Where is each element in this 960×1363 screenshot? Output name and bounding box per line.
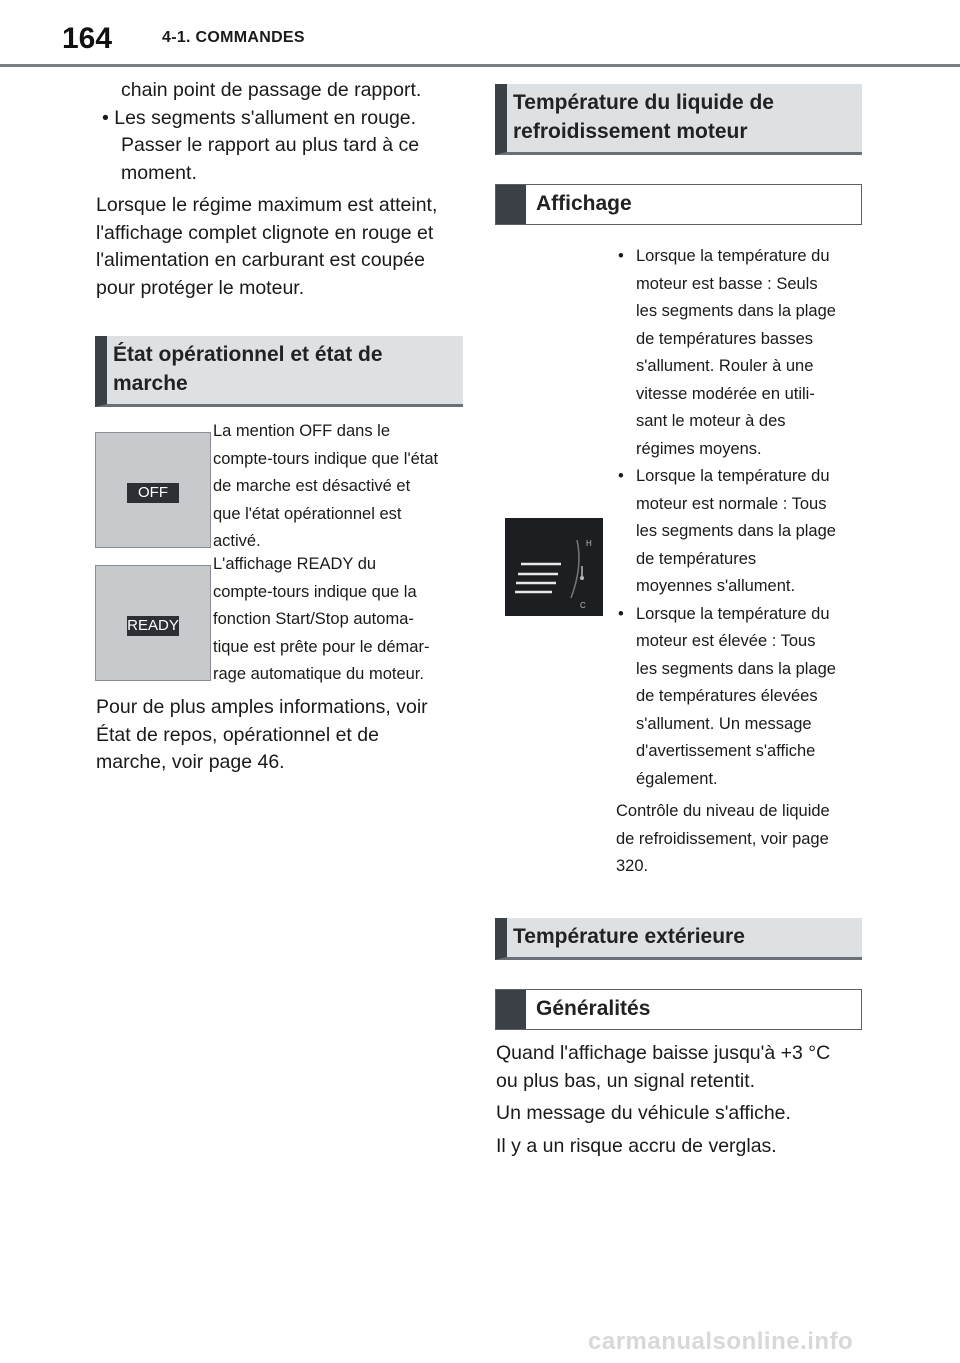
bullet-normal-temperature: • Lorsque la température du moteur est normale : Tous les segments dans la plage de températures moyennes s'allument. [616, 463, 866, 601]
subsection-title: Généralités [536, 997, 651, 1020]
intro-line: moment. [121, 161, 197, 184]
text-line: de marche est désactivé et [213, 477, 411, 495]
coolant-gauge-graphic [505, 518, 603, 616]
bullet-high-temperature: • Lorsque la température du moteur est élevée : Tous les segments dans la plage de températures élevées s'allument. Un message d'avertissement s'affiche également. [616, 601, 866, 794]
text-line: tique est prête pour le démar- [213, 637, 430, 656]
intro-line: chain point de passage de rapport. [121, 79, 422, 101]
bullet-low-temperature: • Lorsque la température du moteur est basse : Seuls les segments dans la plage de températures basses s'allument. Rouler à une vitesse modérée en utili- sant le moteur à des régimes moyens. [616, 243, 866, 463]
intro-text [96, 77, 466, 187]
ready-badge: READY [127, 617, 179, 634]
coolant-gauge-image [505, 518, 603, 616]
page-number: 164 [62, 22, 113, 55]
text-line: fonction Start/Stop automa- [213, 610, 414, 628]
gauge-cold-label: C [580, 601, 586, 610]
text-line: pour protéger le moteur. [96, 276, 305, 299]
text-line: rage automatique du moteur. [213, 665, 424, 683]
temperature-bullets [616, 243, 866, 881]
off-description [213, 418, 465, 556]
text-line: marche, voir page 46. [96, 751, 285, 773]
section-header-outside-temperature [495, 918, 862, 960]
watermark: carmanualsonline.info [588, 1328, 854, 1355]
coolant-check-note [616, 798, 866, 881]
max-rpm-paragraph [96, 192, 466, 302]
ready-display-image [95, 565, 211, 681]
section-title-line: marche [113, 372, 188, 395]
text-line: compte-tours indique que la [213, 582, 417, 601]
text-line: État de repos, opérationnel et de [96, 723, 379, 746]
text-line: L'affichage READY du [213, 555, 377, 573]
text-line: que l'état opérationnel est [213, 504, 402, 523]
section-title-line: refroidissement moteur [513, 120, 748, 143]
more-info-paragraph [96, 694, 466, 777]
off-badge: OFF [127, 483, 179, 503]
subsection-header-general [495, 989, 862, 1030]
text-line: activé. [213, 532, 261, 550]
section-header-coolant-temperature [495, 84, 862, 155]
outside-temperature-text [496, 1040, 866, 1160]
section-header-operational-state [95, 336, 463, 407]
section-title: Température extérieure [513, 925, 745, 948]
text-line: compte-tours indique que l'état [213, 449, 439, 468]
subsection-header-display [495, 184, 862, 225]
ready-description [213, 551, 465, 689]
chapter-title: 4-1. COMMANDES [162, 29, 305, 46]
text-line: de refroidissement, voir page [616, 829, 829, 848]
text-line: l'affichage complet clignote en rouge et [96, 221, 434, 244]
intro-line: • Les segments s'allument en rouge. [102, 106, 417, 129]
text-line: Lorsque le régime maximum est atteint, [96, 194, 438, 216]
text-line: l'alimentation en carburant est coupée [96, 249, 425, 271]
text-line: Contrôle du niveau de liquide [616, 802, 830, 820]
text-line: Pour de plus amples informations, voir [96, 696, 428, 718]
text-line: La mention OFF dans le [213, 422, 391, 440]
gauge-hot-label: H [586, 539, 592, 548]
section-title-line: Température du liquide de [513, 91, 774, 114]
text-line: Il y a un risque accru de verglas. [496, 1134, 777, 1157]
text-line: Quand l'affichage baisse jusqu'à +3 °C [496, 1042, 831, 1064]
section-title-line: État opérationnel et état de [113, 343, 383, 366]
header-rule [0, 64, 960, 67]
subsection-title: Affichage [536, 192, 632, 215]
intro-line: Passer le rapport au plus tard à ce [121, 134, 420, 156]
off-display-image [95, 432, 211, 548]
text-line: 320. [616, 857, 649, 875]
text-line: Un message du véhicule s'affiche. [496, 1102, 791, 1124]
text-line: ou plus bas, un signal retentit. [496, 1069, 756, 1092]
